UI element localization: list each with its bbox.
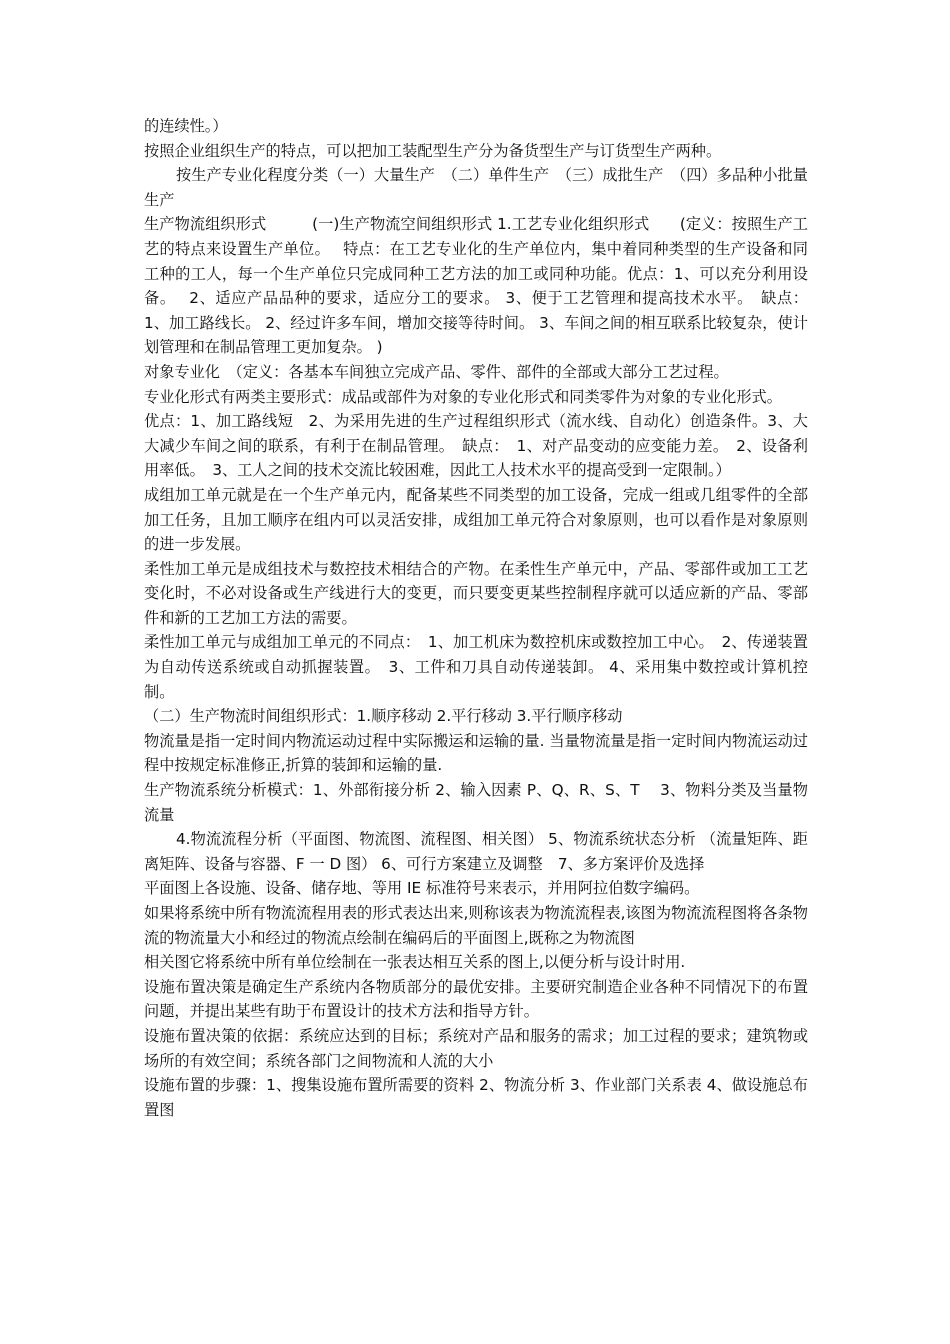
paragraph: 按照企业组织生产的特点，可以把加工装配型生产分为备货型生产与订货型生产两种。	[144, 141, 722, 160]
paragraph: 设施布置的步骤：1、搜集设施布置所需要的资料 2、物流分析 3、作业部门关系表 4、做设施总布置图	[144, 1076, 808, 1119]
paragraph: 相关图它将系统中所有单位绘制在一张表达相互关系的图上,以便分析与设计时用.	[144, 953, 686, 972]
paragraph: 如果将系统中所有物流流程用表的形式表达出来,则称该表为物流流程表,该图为物流流程图将各条物流的物流量大小和经过的物流点绘制在编码后的平面图上,既称之为物流图	[144, 904, 808, 947]
paragraph: 生产物流组织形式 (一)生产物流空间组织形式 1.工艺专业化组织形式 (定义：按照生产工艺的特点来设置生产单位。 特点：在工艺专业化的生产单位内，集中着同种类型的生产设备和同工种的工人，每一个生产单位只完成同种工艺方法的加工或同种功能。优点：1、可以充分利用设备。 2、适应产品品种的要求，适应分工的要求。 3、便于工艺管理和提高技术水平。 缺点： 1、加工路线长。 2、经过许多车间，增加交接等待时间。 3、车间之间的相互联系比较复杂，使计划管理和在制品管理工更加复杂。 )	[144, 215, 813, 357]
paragraph: 设施布置决策的依据：系统应达到的目标；系统对产品和服务的需求；加工过程的要求；建筑物或场所的有效空间；系统各部门之间物流和人流的大小	[144, 1026, 808, 1070]
paragraph: 柔性加工单元是成组技术与数控技术相结合的产物。在柔性生产单元中，产品、零部件或加工工艺变化时，不必对设备或生产线进行大的变更，而只要变更某些控制程序就可以适应新的产品、零部件和新的工艺加工方法的需要。	[144, 559, 808, 627]
paragraph: 专业化形式有两类主要形式：成品或部件为对象的专业化形式和同类零件为对象的专业化形式。	[144, 387, 782, 406]
paragraph: 设施布置决策是确定生产系统内各物质部分的最优安排。主要研究制造企业各种不同情况下的布置问题，并提出某些有助于布置设计的技术方法和指导方针。	[144, 977, 808, 1021]
document-body	[144, 114, 813, 1122]
paragraph: 对象专业化 （定义：各基本车间独立完成产品、零件、部件的全部或大部分工艺过程。	[144, 362, 729, 381]
paragraph: 成组加工单元就是在一个生产单元内，配备某些不同类型的加工设备，完成一组或几组零件的全部加工任务，且加工顺序在组内可以灵活安排，成组加工单元符合对象原则，也可以看作是对象原则的进一步发展。	[144, 485, 808, 554]
paragraph: 的连续性。）	[144, 117, 228, 135]
paragraph: 优点：1、加工路线短 2、为采用先进的生产过程组织形式（流水线、自动化）创造条件。3、大大减少车间之间的联系，有利于在制品管理。 缺点： 1、对产品变动的应变能力差。 2、设备利用率低。 3、工人之间的技术交流比较困难，因此工人技术水平的提高受到一定限制。）	[144, 412, 808, 480]
paragraph: 按生产专业化程度分类（一）大量生产 （二）单件生产 （三）成批生产 （四）多品种小批量生产	[144, 166, 808, 209]
paragraph: 4.物流流程分析（平面图、物流图、流程图、相关图） 5、物流系统状态分析 （流量矩阵、距离矩阵、设备与容器、F 一 D 图） 6、可行方案建立及调整 7、多方案评价及选择	[144, 830, 808, 873]
paragraph: 物流量是指一定时间内物流运动过程中实际搬运和运输的量. 当量物流量是指一定时间内物流运动过程中按规定标准修正,折算的装卸和运输的量.	[144, 731, 808, 775]
paragraph: 柔性加工单元与成组加工单元的不同点： 1、加工机床为数控机床或数控加工中心。 2、传递装置为自动传送系统或自动抓握装置。 3、工件和刀具自动传递装卸。 4、采用集中数控或计算机控制。	[144, 633, 808, 701]
paragraph: 平面图上各设施、设备、储存地、等用 IE 标准符号来表示，并用阿拉伯数字编码。	[144, 879, 700, 898]
paragraph: （二）生产物流时间组织形式：1.顺序移动 2.平行移动 3.平行顺序移动	[144, 707, 623, 726]
paragraph: 生产物流系统分析模式：1、外部衔接分析 2、输入因素 P、Q、R、S、T 3、物料分类及当量物流量	[144, 781, 808, 824]
